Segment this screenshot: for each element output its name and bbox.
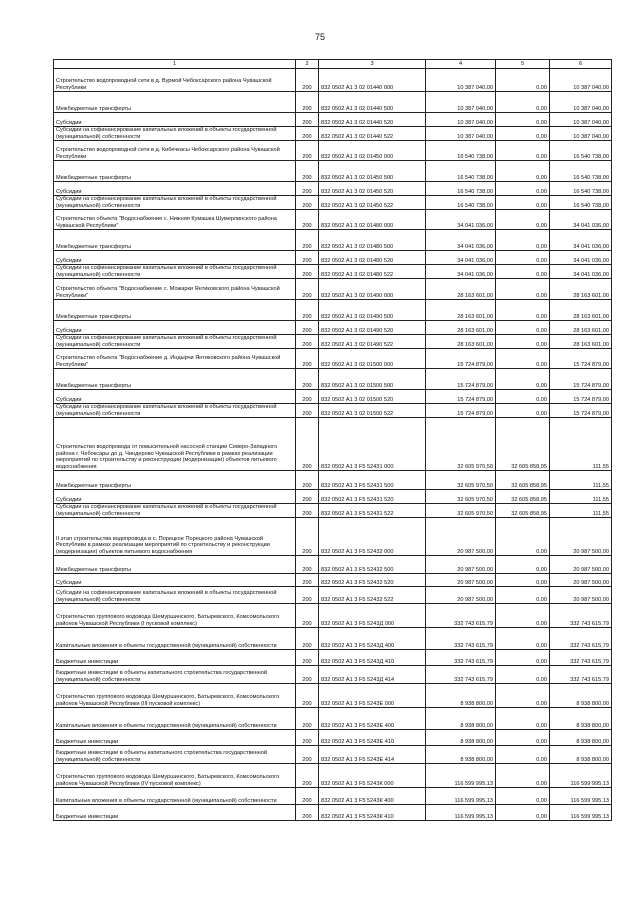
table-row <box>54 161 612 182</box>
cell-admin-code: 200 <box>296 279 319 300</box>
cell-amount-remaining: 15 724 879,00 <box>550 369 612 390</box>
table-row <box>54 404 612 418</box>
cell-amount-total: 20 987 500,00 <box>426 574 496 587</box>
table-row <box>54 279 612 300</box>
cell-amount-total: 8 938 800,00 <box>426 684 496 708</box>
cell-admin-code: 200 <box>296 369 319 390</box>
table-row <box>54 788 612 805</box>
table-row <box>54 628 612 650</box>
cell-amount-federal: 0,00 <box>496 788 550 805</box>
cell-classification-code: 832 0502 А1 3 02 01500 500 <box>319 369 426 390</box>
cell-name: Межбюджетные трансферты <box>54 92 296 113</box>
cell-classification-code: 832 0502 А1 3 02 01490 522 <box>319 335 426 349</box>
cell-name: Субсидии на софинансирование капитальных вложений в объекты государственной (муниципальной) собственности <box>54 587 296 604</box>
cell-amount-total: 15 724 879,00 <box>426 349 496 369</box>
cell-amount-total: 8 938 800,00 <box>426 746 496 764</box>
cell-name: Межбюджетные трансферты <box>54 471 296 490</box>
cell-amount-total: 28 163 601,00 <box>426 335 496 349</box>
header-col-2: 2 <box>296 60 319 69</box>
cell-name: Строительство объекта "Водоснабжение с. Нижняя Кумашка Шумерлинского района Чувашской Республики" <box>54 210 296 230</box>
cell-admin-code: 200 <box>296 349 319 369</box>
cell-amount-federal: 0,00 <box>496 113 550 127</box>
header-col-1: 1 <box>54 60 296 69</box>
page-number: 75 <box>314 32 325 42</box>
cell-classification-code: 832 0502 А1 3 02 01500 520 <box>319 390 426 404</box>
cell-amount-federal: 0,00 <box>496 265 550 279</box>
table-row <box>54 300 612 321</box>
cell-amount-total: 34 041 036,00 <box>426 230 496 251</box>
cell-amount-federal: 0,00 <box>496 650 550 666</box>
cell-amount-federal: 0,00 <box>496 349 550 369</box>
cell-amount-federal: 0,00 <box>496 335 550 349</box>
cell-classification-code: 832 0502 А1 3 02 01500 522 <box>319 404 426 418</box>
cell-name: Субсидии <box>54 390 296 404</box>
cell-name: Капитальные вложения в объекты государственной (муниципальной) собственности <box>54 628 296 650</box>
cell-admin-code: 200 <box>296 161 319 182</box>
cell-classification-code: 832 0502 А1 3 02 01450 000 <box>319 141 426 161</box>
cell-name: Субсидии <box>54 251 296 265</box>
cell-admin-code: 200 <box>296 604 319 628</box>
cell-amount-federal: 0,00 <box>496 574 550 587</box>
cell-classification-code: 832 0502 А1 3 F5 5243К 400 <box>319 788 426 805</box>
table-row <box>54 141 612 161</box>
cell-amount-remaining: 10 387 040,00 <box>550 69 612 92</box>
cell-admin-code: 200 <box>296 764 319 788</box>
table-row <box>54 210 612 230</box>
cell-amount-total: 34 041 036,00 <box>426 251 496 265</box>
cell-amount-total: 116 599 995,13 <box>426 805 496 821</box>
cell-amount-federal: 0,00 <box>496 604 550 628</box>
cell-name: Строительство водопровода от повысительной насосной станции Северо-Западного района г. Чебоксары до д. Чиндерово Чувашской Республики в рамках реализации мероприятий по строительству и реконструкции (модернизации) объектов питьевого водоснабжения <box>54 418 296 471</box>
cell-name: Строительство группового водовода Шемуршинского, Батыревского, Комсомольского районов Чувашской Республики (IV пусковой комплекс) <box>54 764 296 788</box>
cell-amount-federal: 0,00 <box>496 628 550 650</box>
cell-amount-total: 15 724 879,00 <box>426 404 496 418</box>
table-row <box>54 127 612 141</box>
cell-admin-code: 200 <box>296 404 319 418</box>
cell-admin-code: 200 <box>296 141 319 161</box>
cell-classification-code: 832 0502 А1 3 F5 5243Д 414 <box>319 666 426 684</box>
table-row <box>54 518 612 556</box>
table-row <box>54 251 612 265</box>
cell-amount-remaining: 20 987 500,00 <box>550 587 612 604</box>
cell-amount-federal: 0,00 <box>496 141 550 161</box>
cell-amount-total: 20 987 500,00 <box>426 556 496 574</box>
cell-classification-code: 832 0502 А1 3 F5 52431 000 <box>319 418 426 471</box>
table-row <box>54 113 612 127</box>
cell-classification-code: 832 0502 А1 3 F5 5243Е 414 <box>319 746 426 764</box>
cell-amount-federal: 0,00 <box>496 69 550 92</box>
table-row <box>54 650 612 666</box>
cell-classification-code: 832 0502 А1 3 02 01480 000 <box>319 210 426 230</box>
cell-amount-remaining: 34 041 036,00 <box>550 230 612 251</box>
table-row <box>54 604 612 628</box>
cell-amount-total: 34 041 036,00 <box>426 210 496 230</box>
cell-amount-remaining: 332 743 615,79 <box>550 650 612 666</box>
cell-amount-federal: 0,00 <box>496 746 550 764</box>
cell-amount-remaining: 111,55 <box>550 418 612 471</box>
cell-name: Строительство группового водовода Шемуршинского, Батыревского, Комсомольского районов Чувашской Республики (III пусковой комплекс) <box>54 684 296 708</box>
cell-classification-code: 832 0502 А1 3 02 01490 500 <box>319 300 426 321</box>
cell-name: II этап строительства водопровода в с. Порецкое Порецкого района Чувашской Республики в рамках реализации мероприятий по строительству и реконструкции (модернизации) объектов питьевого водоснабжения <box>54 518 296 556</box>
cell-classification-code: 832 0502 А1 3 F5 52431 500 <box>319 471 426 490</box>
table-row <box>54 335 612 349</box>
cell-amount-federal: 0,00 <box>496 321 550 335</box>
cell-amount-total: 32 605 970,50 <box>426 490 496 504</box>
cell-admin-code: 200 <box>296 746 319 764</box>
budget-table <box>53 59 612 821</box>
table-row <box>54 764 612 788</box>
cell-amount-remaining: 15 724 879,00 <box>550 404 612 418</box>
cell-classification-code: 832 0502 А1 3 02 01490 000 <box>319 279 426 300</box>
cell-name: Субсидии <box>54 574 296 587</box>
cell-amount-total: 116 599 995,13 <box>426 764 496 788</box>
cell-amount-remaining: 16 540 738,00 <box>550 141 612 161</box>
cell-classification-code: 832 0502 А1 3 02 01480 520 <box>319 251 426 265</box>
cell-amount-federal: 32 605 858,95 <box>496 471 550 490</box>
cell-classification-code: 832 0502 А1 3 F5 5243К 410 <box>319 805 426 821</box>
cell-name: Строительство объекта "Водоснабжение с. Можарки Янтиковского района Чувашской Республики" <box>54 279 296 300</box>
cell-admin-code: 200 <box>296 504 319 518</box>
cell-amount-federal: 0,00 <box>496 251 550 265</box>
cell-amount-remaining: 15 724 879,00 <box>550 390 612 404</box>
cell-admin-code: 200 <box>296 708 319 730</box>
cell-amount-total: 32 605 970,50 <box>426 504 496 518</box>
cell-amount-federal: 32 605 858,95 <box>496 418 550 471</box>
table-row <box>54 349 612 369</box>
cell-amount-federal: 0,00 <box>496 279 550 300</box>
cell-admin-code: 200 <box>296 182 319 196</box>
table-row <box>54 730 612 746</box>
cell-amount-total: 332 743 615,79 <box>426 628 496 650</box>
cell-amount-remaining: 111,55 <box>550 504 612 518</box>
cell-name: Субсидии <box>54 490 296 504</box>
cell-classification-code: 832 0502 А1 3 F5 52431 522 <box>319 504 426 518</box>
cell-amount-federal: 0,00 <box>496 684 550 708</box>
header-col-6: 6 <box>550 60 612 69</box>
cell-classification-code: 832 0502 А1 3 F5 5243Е 410 <box>319 730 426 746</box>
cell-amount-total: 116 599 995,13 <box>426 788 496 805</box>
cell-classification-code: 832 0502 А1 3 02 01500 000 <box>319 349 426 369</box>
cell-admin-code: 200 <box>296 574 319 587</box>
cell-classification-code: 832 0502 А1 3 F5 5243Е 000 <box>319 684 426 708</box>
table-row <box>54 587 612 604</box>
cell-admin-code: 200 <box>296 805 319 821</box>
cell-amount-remaining: 20 987 500,00 <box>550 574 612 587</box>
cell-admin-code: 200 <box>296 490 319 504</box>
cell-amount-remaining: 10 387 040,00 <box>550 127 612 141</box>
table-row <box>54 504 612 518</box>
cell-amount-total: 10 387 040,00 <box>426 127 496 141</box>
cell-classification-code: 832 0502 А1 3 02 01450 522 <box>319 196 426 210</box>
cell-classification-code: 832 0502 А1 3 F5 52432 520 <box>319 574 426 587</box>
cell-name: Межбюджетные трансферты <box>54 230 296 251</box>
cell-name: Бюджетные инвестиции <box>54 650 296 666</box>
cell-amount-total: 332 743 615,79 <box>426 666 496 684</box>
cell-name: Межбюджетные трансферты <box>54 556 296 574</box>
cell-amount-federal: 0,00 <box>496 92 550 113</box>
table-row <box>54 69 612 92</box>
cell-admin-code: 200 <box>296 587 319 604</box>
cell-admin-code: 200 <box>296 650 319 666</box>
cell-amount-federal: 0,00 <box>496 127 550 141</box>
cell-amount-remaining: 15 724 879,00 <box>550 349 612 369</box>
cell-amount-remaining: 111,55 <box>550 471 612 490</box>
cell-name: Субсидии на софинансирование капитальных вложений в объекты государственной (муниципальной) собственности <box>54 265 296 279</box>
cell-admin-code: 200 <box>296 418 319 471</box>
cell-amount-remaining: 34 041 036,00 <box>550 265 612 279</box>
cell-classification-code: 832 0502 А1 3 02 01450 520 <box>319 182 426 196</box>
table-row <box>54 321 612 335</box>
cell-admin-code: 200 <box>296 666 319 684</box>
cell-name: Бюджетные инвестиции в объекты капитального строительства государственной (муниципальной) собственности <box>54 666 296 684</box>
cell-amount-remaining: 28 163 601,00 <box>550 335 612 349</box>
cell-amount-federal: 0,00 <box>496 404 550 418</box>
cell-amount-total: 16 540 738,00 <box>426 182 496 196</box>
cell-admin-code: 200 <box>296 335 319 349</box>
cell-amount-total: 332 743 615,79 <box>426 604 496 628</box>
cell-amount-total: 16 540 738,00 <box>426 141 496 161</box>
cell-amount-remaining: 8 938 800,00 <box>550 746 612 764</box>
table-row <box>54 92 612 113</box>
cell-name: Субсидии на софинансирование капитальных вложений в объекты государственной (муниципальной) собственности <box>54 127 296 141</box>
cell-admin-code: 200 <box>296 788 319 805</box>
cell-classification-code: 832 0502 А1 3 02 01490 520 <box>319 321 426 335</box>
header-col-3: 3 <box>319 60 426 69</box>
cell-amount-total: 28 163 601,00 <box>426 321 496 335</box>
table-row <box>54 265 612 279</box>
table-row <box>54 369 612 390</box>
cell-amount-remaining: 28 163 601,00 <box>550 279 612 300</box>
table-row <box>54 182 612 196</box>
cell-amount-federal: 0,00 <box>496 730 550 746</box>
cell-amount-federal: 0,00 <box>496 369 550 390</box>
cell-amount-federal: 0,00 <box>496 764 550 788</box>
cell-name: Строительство водопроводной сети в д. Вурмой Чебоксарского района Чувашской Республики <box>54 69 296 92</box>
header-col-5: 5 <box>496 60 550 69</box>
cell-name: Бюджетные инвестиции <box>54 730 296 746</box>
cell-admin-code: 200 <box>296 113 319 127</box>
table-row <box>54 556 612 574</box>
table-header-row <box>54 60 612 69</box>
cell-admin-code: 200 <box>296 210 319 230</box>
cell-amount-remaining: 16 540 738,00 <box>550 196 612 210</box>
cell-amount-remaining: 8 938 800,00 <box>550 708 612 730</box>
cell-name: Субсидии на софинансирование капитальных вложений в объекты государственной (муниципальной) собственности <box>54 196 296 210</box>
cell-amount-federal: 0,00 <box>496 708 550 730</box>
cell-admin-code: 200 <box>296 265 319 279</box>
cell-amount-federal: 0,00 <box>496 666 550 684</box>
cell-admin-code: 200 <box>296 92 319 113</box>
cell-classification-code: 832 0502 А1 3 F5 5243Д 410 <box>319 650 426 666</box>
cell-classification-code: 832 0502 А1 3 F5 52432 500 <box>319 556 426 574</box>
cell-name: Субсидии на софинансирование капитальных вложений в объекты государственной (муниципальной) собственности <box>54 504 296 518</box>
cell-amount-remaining: 116 599 995,13 <box>550 805 612 821</box>
cell-amount-remaining: 34 041 036,00 <box>550 210 612 230</box>
table-row <box>54 574 612 587</box>
cell-classification-code: 832 0502 А1 3 F5 52432 522 <box>319 587 426 604</box>
cell-amount-total: 20 987 500,00 <box>426 518 496 556</box>
cell-name: Субсидии на софинансирование капитальных вложений в объекты государственной (муниципальной) собственности <box>54 335 296 349</box>
cell-amount-remaining: 332 743 615,79 <box>550 604 612 628</box>
cell-amount-federal: 0,00 <box>496 230 550 251</box>
cell-classification-code: 832 0502 А1 3 02 01440 522 <box>319 127 426 141</box>
cell-amount-federal: 0,00 <box>496 196 550 210</box>
cell-classification-code: 832 0502 А1 3 F5 5243Е 400 <box>319 708 426 730</box>
cell-amount-federal: 0,00 <box>496 161 550 182</box>
cell-amount-federal: 0,00 <box>496 390 550 404</box>
cell-amount-remaining: 116 599 995,13 <box>550 764 612 788</box>
cell-name: Строительство объекта "Водоснабжение д. Индырчи Янтиковского района Чувашской Республики" <box>54 349 296 369</box>
cell-amount-total: 32 605 970,50 <box>426 471 496 490</box>
cell-amount-total: 28 163 601,00 <box>426 300 496 321</box>
cell-classification-code: 832 0502 А1 3 02 01480 522 <box>319 265 426 279</box>
cell-amount-total: 10 387 040,00 <box>426 113 496 127</box>
cell-amount-remaining: 332 743 615,79 <box>550 628 612 650</box>
cell-name: Субсидии на софинансирование капитальных вложений в объекты государственной (муниципальной) собственности <box>54 404 296 418</box>
cell-amount-remaining: 16 540 738,00 <box>550 161 612 182</box>
table-row <box>54 684 612 708</box>
cell-amount-remaining: 10 387 040,00 <box>550 92 612 113</box>
cell-admin-code: 200 <box>296 628 319 650</box>
table-row <box>54 390 612 404</box>
cell-amount-total: 32 605 970,50 <box>426 418 496 471</box>
cell-amount-federal: 0,00 <box>496 300 550 321</box>
cell-amount-total: 8 938 800,00 <box>426 708 496 730</box>
cell-name: Капитальные вложения в объекты государственной (муниципальной) собственности <box>54 788 296 805</box>
cell-amount-remaining: 111,55 <box>550 490 612 504</box>
table-row <box>54 471 612 490</box>
cell-name: Межбюджетные трансферты <box>54 369 296 390</box>
cell-name: Бюджетные инвестиции в объекты капитального строительства государственной (муниципальной) собственности <box>54 746 296 764</box>
cell-amount-remaining: 8 938 800,00 <box>550 684 612 708</box>
cell-name: Межбюджетные трансферты <box>54 300 296 321</box>
cell-name: Капитальные вложения в объекты государственной (муниципальной) собственности <box>54 708 296 730</box>
cell-amount-federal: 32 605 858,95 <box>496 490 550 504</box>
cell-admin-code: 200 <box>296 300 319 321</box>
cell-classification-code: 832 0502 А1 3 02 01440 520 <box>319 113 426 127</box>
cell-amount-remaining: 116 599 995,13 <box>550 788 612 805</box>
cell-name: Субсидии <box>54 321 296 335</box>
cell-amount-federal: 0,00 <box>496 587 550 604</box>
table-row <box>54 708 612 730</box>
cell-classification-code: 832 0502 А1 3 F5 5243Д 400 <box>319 628 426 650</box>
cell-name: Субсидии <box>54 182 296 196</box>
cell-admin-code: 200 <box>296 196 319 210</box>
cell-amount-remaining: 10 387 040,00 <box>550 113 612 127</box>
cell-admin-code: 200 <box>296 69 319 92</box>
cell-name: Строительство группового водовода Шемуршинского, Батыревского, Комсомольского районов Чувашской Республики (I пусковой комплекс) <box>54 604 296 628</box>
cell-amount-total: 16 540 738,00 <box>426 161 496 182</box>
cell-amount-remaining: 20 987 500,00 <box>550 518 612 556</box>
table-row <box>54 230 612 251</box>
cell-amount-remaining: 34 041 036,00 <box>550 251 612 265</box>
cell-classification-code: 832 0502 А1 3 02 01440 500 <box>319 92 426 113</box>
cell-admin-code: 200 <box>296 471 319 490</box>
cell-amount-remaining: 8 938 800,00 <box>550 730 612 746</box>
cell-admin-code: 200 <box>296 730 319 746</box>
cell-amount-total: 34 041 036,00 <box>426 265 496 279</box>
cell-admin-code: 200 <box>296 230 319 251</box>
cell-amount-total: 28 163 601,00 <box>426 279 496 300</box>
cell-amount-remaining: 20 987 500,00 <box>550 556 612 574</box>
cell-amount-federal: 0,00 <box>496 805 550 821</box>
header-col-4: 4 <box>426 60 496 69</box>
cell-amount-remaining: 332 743 615,79 <box>550 666 612 684</box>
cell-amount-total: 16 540 738,00 <box>426 196 496 210</box>
cell-admin-code: 200 <box>296 684 319 708</box>
cell-amount-total: 20 987 500,00 <box>426 587 496 604</box>
cell-classification-code: 832 0502 А1 3 F5 52431 520 <box>319 490 426 504</box>
cell-name: Межбюджетные трансферты <box>54 161 296 182</box>
cell-classification-code: 832 0502 А1 3 F5 5243Д 000 <box>319 604 426 628</box>
cell-amount-federal: 0,00 <box>496 210 550 230</box>
table-row <box>54 490 612 504</box>
cell-classification-code: 832 0502 А1 3 F5 5243К 000 <box>319 764 426 788</box>
cell-amount-federal: 0,00 <box>496 182 550 196</box>
cell-amount-remaining: 16 540 738,00 <box>550 182 612 196</box>
cell-admin-code: 200 <box>296 390 319 404</box>
cell-amount-remaining: 28 163 601,00 <box>550 321 612 335</box>
cell-amount-total: 15 724 879,00 <box>426 390 496 404</box>
cell-classification-code: 832 0502 А1 3 02 01450 500 <box>319 161 426 182</box>
cell-amount-total: 10 387 040,00 <box>426 92 496 113</box>
cell-name: Бюджетные инвестиции <box>54 805 296 821</box>
cell-amount-total: 15 724 879,00 <box>426 369 496 390</box>
table-row <box>54 196 612 210</box>
cell-classification-code: 832 0502 А1 3 02 01440 000 <box>319 69 426 92</box>
cell-amount-federal: 0,00 <box>496 518 550 556</box>
cell-admin-code: 200 <box>296 251 319 265</box>
cell-name: Субсидии <box>54 113 296 127</box>
table-row <box>54 746 612 764</box>
cell-admin-code: 200 <box>296 127 319 141</box>
cell-admin-code: 200 <box>296 556 319 574</box>
cell-classification-code: 832 0502 А1 3 02 01480 500 <box>319 230 426 251</box>
cell-amount-remaining: 28 163 601,00 <box>550 300 612 321</box>
cell-amount-total: 8 938 800,00 <box>426 730 496 746</box>
table-row <box>54 666 612 684</box>
table-row <box>54 418 612 471</box>
cell-amount-total: 332 743 615,79 <box>426 650 496 666</box>
cell-amount-federal: 32 605 858,95 <box>496 504 550 518</box>
cell-amount-federal: 0,00 <box>496 556 550 574</box>
cell-admin-code: 200 <box>296 321 319 335</box>
cell-name: Строительство водопроводной сети в д. Кибечкасы Чебоксарского района Чувашской Республики <box>54 141 296 161</box>
cell-amount-total: 10 387 040,00 <box>426 69 496 92</box>
table-row <box>54 805 612 821</box>
cell-classification-code: 832 0502 А1 3 F5 52432 000 <box>319 518 426 556</box>
cell-admin-code: 200 <box>296 518 319 556</box>
